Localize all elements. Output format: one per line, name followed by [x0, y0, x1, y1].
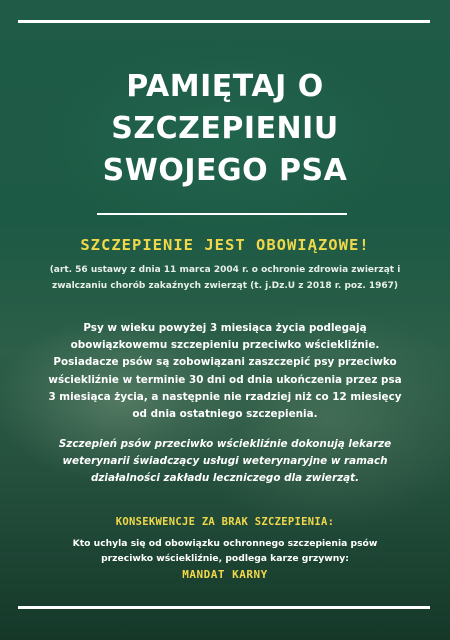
paragraph-line: weterynarii świadczący usługi weterynaryjne w ramach: [62, 455, 388, 468]
paragraph-line: od dnia ostatniego szczepienia.: [132, 408, 318, 421]
paragraph-line: wściekliźnie w terminie 30 dni od dnia ukończenia przez psa: [48, 373, 402, 386]
consequences-heading: KONSEKWENCJE ZA BRAK SZCZEPIENIA:: [115, 516, 335, 528]
title-line-2: SZCZEPIENIU: [111, 111, 339, 146]
title-line-3: SWOJEGO PSA: [102, 153, 348, 188]
paragraph-line: 3 miesiąca życia, a następnie nie rzadziej niż co 12 miesięcy: [48, 390, 402, 403]
title-divider: [97, 213, 347, 215]
veterinarians-paragraph: [26, 436, 424, 488]
paragraph-line: Psy w wieku powyżej 3 miesiąca życia podlegają: [83, 322, 367, 334]
top-divider: [18, 20, 430, 23]
legal-line: (art. 56 ustawy z dnia 11 marca 2004 r. o ochronie zdrowia zwierząt i: [49, 265, 401, 275]
paragraph-line: Szczepień psów przeciwko wściekliźnie dokonują lekarze: [58, 438, 392, 450]
bottom-divider: [18, 606, 430, 609]
legal-reference: [24, 262, 426, 294]
paragraph-line: obowiązkowemu szczepieniu przeciwko wściekliźnie.: [70, 339, 380, 352]
obligatory-heading: SZCZEPIENIE JEST OBOWIĄZOWE!: [80, 236, 370, 254]
vaccination-rules-paragraph: [26, 320, 424, 423]
penalty-line: przeciwko wściekliźnie, podlega karze grzywny:: [101, 553, 349, 564]
legal-line: zwalczaniu chorób zakaźnych zwierząt (t. j.Dz.U z 2018 r. poz. 1967): [51, 281, 399, 291]
poster-title: [0, 66, 450, 192]
fine-label: MANDAT KARNY: [182, 568, 268, 581]
title-line-1: PAMIĘTAJ O: [126, 69, 324, 104]
penalty-line: Kto uchyla się od obowiązku ochronnego szczepienia psów: [72, 538, 378, 549]
paragraph-line: Posiadacze psów są zobowiązani zaszczepić psy przeciwko: [53, 356, 397, 369]
paragraph-line: działalności zakładu leczniczego dla zwierząt.: [90, 472, 360, 485]
penalty-text: [40, 536, 410, 566]
